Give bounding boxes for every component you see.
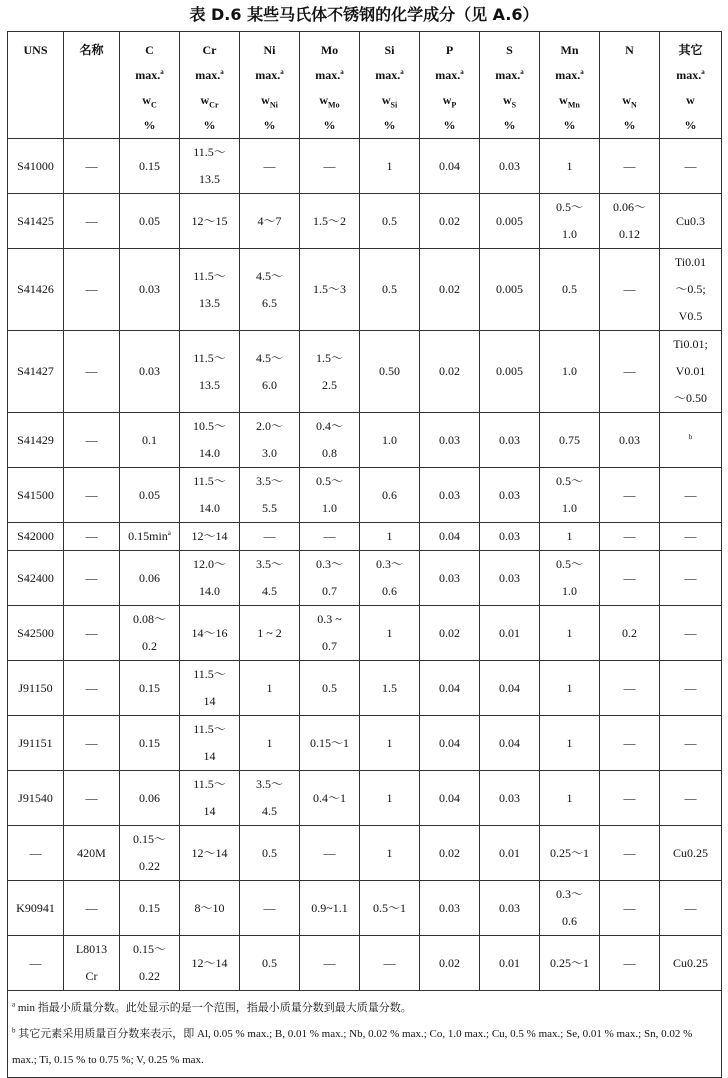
value-cell: 0.4～ 0.8	[300, 413, 360, 468]
header-name: Ni	[263, 43, 276, 57]
value-cell: 0.5～ 1.0	[540, 194, 600, 249]
header-limit: max.$^a$	[195, 68, 224, 82]
value-cell: 0.15～ 0.22	[120, 826, 180, 881]
table-row	[8, 661, 722, 716]
value-cell: 1.5～ 2.5	[300, 331, 360, 413]
uns-cell: S41425	[8, 194, 64, 249]
footnote-mark: a	[580, 68, 584, 76]
value-cell: $0.15\min^a$	[120, 523, 180, 551]
value-cell: 4.5～ 6.5	[240, 249, 300, 331]
table-row	[8, 936, 722, 991]
footnote-mark: a	[12, 1000, 16, 1009]
header-name: Si	[384, 43, 395, 57]
footnote-mark: a	[160, 68, 164, 76]
uns-cell: S42000	[8, 523, 64, 551]
uns-cell: S42500	[8, 606, 64, 661]
header-unit: %	[143, 118, 156, 132]
value-cell: 0.03	[480, 523, 540, 551]
value-cell: 0.05	[120, 468, 180, 523]
value-cell: 0.5～1	[360, 881, 420, 936]
uns-cell: S42400	[8, 551, 64, 606]
value-cell: 0.03	[480, 413, 540, 468]
value-cell: —	[600, 661, 660, 716]
header-limit: max.$^a$	[315, 68, 344, 82]
header-symbol: $w_N$	[622, 93, 637, 110]
name-cell: —	[64, 523, 120, 551]
header-unit: %	[383, 118, 396, 132]
value-cell: 3.5～ 4.5	[240, 771, 300, 826]
name-cell: L8013 Cr	[64, 936, 120, 991]
header-name: 其它	[678, 43, 703, 57]
value-cell: —	[600, 139, 660, 194]
value-cell: 0.5～ 1.0	[540, 551, 600, 606]
header-limit: max.$^a$	[555, 68, 584, 82]
column-header	[64, 32, 120, 139]
value-cell: 0.02	[420, 606, 480, 661]
value-cell: 1 ~ 2	[240, 606, 300, 661]
header-row	[8, 32, 722, 139]
column-header	[360, 32, 420, 139]
value-cell: 11.5～ 14	[180, 771, 240, 826]
header-name: Cr	[202, 43, 217, 57]
value-cell: 1	[360, 523, 420, 551]
header-symbol: $w_C$	[142, 93, 157, 110]
footnote: $^b$ 其它元素采用质量百分数来表示，即 Al, 0.05 % max.; B, 0.01 % max.; Nb, 0.02 % max.; Co, 1.0 max.; Cu, 0.5 % max.; Se, 0.01 % max.; Sn, 0.02 % max.; Ti, 0.15 % to 0.75 %; V, 0.25 % max.	[12, 1026, 693, 1066]
name-cell: —	[64, 468, 120, 523]
uns-cell: —	[8, 936, 64, 991]
footnote-mark: b	[12, 1026, 16, 1035]
value-cell: 0.25～1	[540, 936, 600, 991]
footnote-mark: a	[701, 68, 705, 76]
value-cell: —	[600, 523, 660, 551]
value-cell: —	[660, 661, 722, 716]
footnote-mark: a	[520, 68, 524, 76]
uns-cell: S41427	[8, 331, 64, 413]
header-name: N	[625, 43, 634, 57]
value-cell: —	[240, 881, 300, 936]
footnote: $^a$ min 指最小质量分数。此处显示的是一个范围，指最小质量分数到最大质量分数。	[12, 1000, 412, 1014]
value-cell: 0.05	[120, 194, 180, 249]
footnote-mark: a	[340, 68, 344, 76]
header-limit: max.$^a$	[676, 68, 705, 82]
value-cell: 0.02	[420, 194, 480, 249]
value-cell: 0.03	[420, 413, 480, 468]
header-symbol: $w_{Mn}$	[559, 93, 580, 110]
value-cell: 0.06	[120, 551, 180, 606]
value-cell: 0.04	[420, 523, 480, 551]
value-cell: 0.6	[360, 468, 420, 523]
value-cell: 0.04	[420, 771, 480, 826]
value-cell: 0.03	[420, 551, 480, 606]
value-cell: 0.03	[480, 139, 540, 194]
uns-cell: J91150	[8, 661, 64, 716]
value-cell: 0.02	[420, 826, 480, 881]
header-unit: %	[623, 118, 636, 132]
table-row	[8, 468, 722, 523]
footnote-mark: b	[688, 432, 693, 441]
table-row	[8, 826, 722, 881]
value-cell: 0.5	[360, 249, 420, 331]
value-cell: 2.0～ 3.0	[240, 413, 300, 468]
uns-cell: S41426	[8, 249, 64, 331]
value-cell: 1	[240, 661, 300, 716]
composition-table	[7, 31, 722, 1078]
value-cell: 1	[360, 139, 420, 194]
value-cell: 11.5～ 14.0	[180, 468, 240, 523]
header-limit: max.$^a$	[135, 68, 164, 82]
value-cell: 0.005	[480, 249, 540, 331]
header-name: UNS	[23, 43, 48, 57]
value-cell: 10.5～ 14.0	[180, 413, 240, 468]
value-cell: —	[600, 551, 660, 606]
value-cell: 0.50	[360, 331, 420, 413]
value-cell: 0.15	[120, 139, 180, 194]
value-cell: —	[240, 139, 300, 194]
value-cell: 12～14	[180, 523, 240, 551]
header-unit: %	[203, 118, 216, 132]
value-cell: —	[300, 826, 360, 881]
value-cell: 11.5～ 13.5	[180, 139, 240, 194]
value-cell: —	[300, 139, 360, 194]
value-cell: 0.06～ 0.12	[600, 194, 660, 249]
header-symbol: $w_S$	[502, 93, 517, 110]
value-cell: 1	[540, 771, 600, 826]
header-limit: max.$^a$	[435, 68, 464, 82]
value-cell: 0.5	[360, 194, 420, 249]
header-unit: %	[503, 118, 516, 132]
value-cell: 1.5～3	[300, 249, 360, 331]
value-cell: 1.5～2	[300, 194, 360, 249]
value-cell: 0.03	[120, 331, 180, 413]
value-cell: 1	[360, 826, 420, 881]
table-row	[8, 249, 722, 331]
value-cell: —	[360, 936, 420, 991]
name-cell: 420M	[64, 826, 120, 881]
value-cell: 0.005	[480, 194, 540, 249]
header-unit: %	[323, 118, 336, 132]
value-cell: 0.06	[120, 771, 180, 826]
header-symbol: w	[686, 93, 695, 107]
table-row	[8, 716, 722, 771]
value-cell: 1	[540, 606, 600, 661]
name-cell: —	[64, 139, 120, 194]
footnote-mark: a	[220, 68, 224, 76]
value-cell: 11.5～ 13.5	[180, 249, 240, 331]
value-cell: —	[660, 139, 722, 194]
value-cell: 12.0～ 14.0	[180, 551, 240, 606]
name-cell: —	[64, 606, 120, 661]
table-row	[8, 331, 722, 413]
value-cell: 12～15	[180, 194, 240, 249]
column-header	[420, 32, 480, 139]
name-cell: —	[64, 194, 120, 249]
name-cell: —	[64, 881, 120, 936]
column-header	[240, 32, 300, 139]
column-header	[120, 32, 180, 139]
value-cell: 1	[360, 606, 420, 661]
value-cell: —	[660, 716, 722, 771]
value-cell: 0.04	[480, 716, 540, 771]
header-limit: max.$^a$	[495, 68, 524, 82]
value-cell: 0.04	[420, 716, 480, 771]
table-row	[8, 139, 722, 194]
header-name: C	[145, 43, 154, 57]
value-cell: 0.4～1	[300, 771, 360, 826]
value-cell: 0.15～ 0.22	[120, 936, 180, 991]
value-cell: 0.08～ 0.2	[120, 606, 180, 661]
uns-cell: —	[8, 826, 64, 881]
uns-cell: S41429	[8, 413, 64, 468]
header-unit: %	[263, 118, 276, 132]
value-cell: —	[660, 606, 722, 661]
header-unit: %	[684, 118, 697, 132]
table-row	[8, 523, 722, 551]
name-cell: —	[64, 716, 120, 771]
column-header	[180, 32, 240, 139]
column-header	[660, 32, 722, 139]
value-cell: 0.03	[420, 468, 480, 523]
value-cell: 0.04	[420, 661, 480, 716]
value-cell: 1.0	[540, 331, 600, 413]
value-cell: 0.02	[420, 331, 480, 413]
value-cell: —	[660, 551, 722, 606]
value-cell: 0.04	[420, 139, 480, 194]
value-cell: 1	[540, 523, 600, 551]
name-cell: —	[64, 249, 120, 331]
value-cell: 0.3～ 0.7	[300, 551, 360, 606]
value-cell: 12～14	[180, 826, 240, 881]
value-cell: 0.02	[420, 249, 480, 331]
header-symbol: $w_{Cr}$	[200, 93, 219, 110]
value-cell: —	[300, 523, 360, 551]
name-cell: —	[64, 331, 120, 413]
value-cell: 0.03	[480, 771, 540, 826]
value-cell: 3.5～ 4.5	[240, 551, 300, 606]
table-title: 表 D.6 某些马氏体不锈钢的化学成分（见 A.6）	[189, 5, 539, 24]
value-cell: 0.03	[120, 249, 180, 331]
value-cell: 1	[540, 139, 600, 194]
value-cell: 14～16	[180, 606, 240, 661]
value-cell: 0.15～1	[300, 716, 360, 771]
value-cell: 0.15	[120, 881, 180, 936]
value-cell: 4～7	[240, 194, 300, 249]
header-symbol: $w_P$	[442, 93, 457, 110]
footnote-row	[8, 991, 722, 1078]
value-cell: 0.02	[420, 936, 480, 991]
value-cell: 0.01	[480, 936, 540, 991]
value-cell: —	[600, 249, 660, 331]
value-cell: Cu0.3	[660, 194, 722, 249]
value-cell: 0.03	[420, 881, 480, 936]
value-cell: —	[600, 331, 660, 413]
value-cell: —	[660, 523, 722, 551]
header-unit: %	[443, 118, 456, 132]
name-cell: —	[64, 661, 120, 716]
value-cell: 0.5	[540, 249, 600, 331]
value-cell: 1.5	[360, 661, 420, 716]
value-cell: 0.005	[480, 331, 540, 413]
value-cell: 1	[240, 716, 300, 771]
value-cell: —	[660, 881, 722, 936]
value-cell: Cu0.25	[660, 826, 722, 881]
footnote-mark: a	[280, 68, 284, 76]
value-cell: 0.03	[480, 551, 540, 606]
value-cell: 4.5～ 6.0	[240, 331, 300, 413]
value-cell: Ti0.01; V0.01 ～0.50	[660, 331, 722, 413]
value-cell: 0.75	[540, 413, 600, 468]
value-cell: 0.9~1.1	[300, 881, 360, 936]
value-cell: 0.2	[600, 606, 660, 661]
table-row	[8, 771, 722, 826]
value-cell: 0.25～1	[540, 826, 600, 881]
value-cell: 1.0	[360, 413, 420, 468]
uns-cell: S41000	[8, 139, 64, 194]
value-cell: 0.03	[480, 468, 540, 523]
value-cell: —	[240, 523, 300, 551]
table-row	[8, 881, 722, 936]
header-symbol: $w_{Si}$	[381, 93, 398, 110]
header-symbol: $w_{Mo}$	[319, 93, 340, 110]
uns-cell: J91151	[8, 716, 64, 771]
footnote-mark: a	[460, 68, 464, 76]
value-cell: 11.5～ 14	[180, 716, 240, 771]
value-cell: 0.1	[120, 413, 180, 468]
value-cell: —	[600, 716, 660, 771]
value-cell: 0.5～ 1.0	[540, 468, 600, 523]
header-name: S	[506, 43, 513, 57]
column-header	[480, 32, 540, 139]
value-cell: 0.3～ 0.6	[360, 551, 420, 606]
header-limit: max.$^a$	[255, 68, 284, 82]
header-name: 名称	[79, 43, 104, 57]
header-name: P	[445, 43, 454, 57]
header-limit: max.$^a$	[375, 68, 404, 82]
value-cell: 11.5～ 13.5	[180, 331, 240, 413]
value-cell: —	[600, 468, 660, 523]
table-row	[8, 413, 722, 468]
column-header	[600, 32, 660, 139]
table-row	[8, 606, 722, 661]
table-row	[8, 551, 722, 606]
value-cell: 8～10	[180, 881, 240, 936]
value-cell: 0.04	[480, 661, 540, 716]
value-cell: 1	[360, 771, 420, 826]
uns-cell: J91540	[8, 771, 64, 826]
value-cell: 0.01	[480, 826, 540, 881]
value-cell: 0.5～ 1.0	[300, 468, 360, 523]
value-cell: 0.5	[240, 936, 300, 991]
value-cell: 0.01	[480, 606, 540, 661]
table-row	[8, 194, 722, 249]
value-cell: —	[660, 468, 722, 523]
value-cell: 3.5～ 5.5	[240, 468, 300, 523]
header-unit: %	[563, 118, 576, 132]
value-cell	[660, 413, 722, 468]
value-cell: 0.03	[600, 413, 660, 468]
header-name: Mo	[320, 43, 339, 57]
value-cell: 1	[360, 716, 420, 771]
uns-cell: K90941	[8, 881, 64, 936]
uns-cell: S41500	[8, 468, 64, 523]
name-cell: —	[64, 413, 120, 468]
value-cell: 1	[540, 661, 600, 716]
value-cell: 11.5～ 14	[180, 661, 240, 716]
value-cell: 1	[540, 716, 600, 771]
value-cell: —	[600, 881, 660, 936]
value-cell: 12～14	[180, 936, 240, 991]
value-cell: 0.5	[300, 661, 360, 716]
value-cell: 0.03	[480, 881, 540, 936]
footnotes	[8, 991, 722, 1078]
column-header	[300, 32, 360, 139]
value-cell: 0.15	[120, 716, 180, 771]
header-name: Mn	[560, 43, 579, 57]
value-cell: Cu0.25	[660, 936, 722, 991]
value-cell: —	[600, 826, 660, 881]
value-cell: —	[300, 936, 360, 991]
value-cell: 0.3～ 0.6	[540, 881, 600, 936]
name-cell: —	[64, 771, 120, 826]
footnote-mark: a	[167, 529, 171, 537]
value-cell: 0.15	[120, 661, 180, 716]
value-cell: 0.5	[240, 826, 300, 881]
column-header	[8, 32, 64, 139]
value-cell: —	[600, 771, 660, 826]
value-cell: 0.3 ~ 0.7	[300, 606, 360, 661]
value-cell: —	[660, 771, 722, 826]
value-cell: Ti0.01 ～0.5; V0.5	[660, 249, 722, 331]
footnote-mark: a	[400, 68, 404, 76]
value-cell: —	[600, 936, 660, 991]
name-cell: —	[64, 551, 120, 606]
column-header	[540, 32, 600, 139]
header-symbol: $w_{Ni}$	[261, 93, 278, 110]
